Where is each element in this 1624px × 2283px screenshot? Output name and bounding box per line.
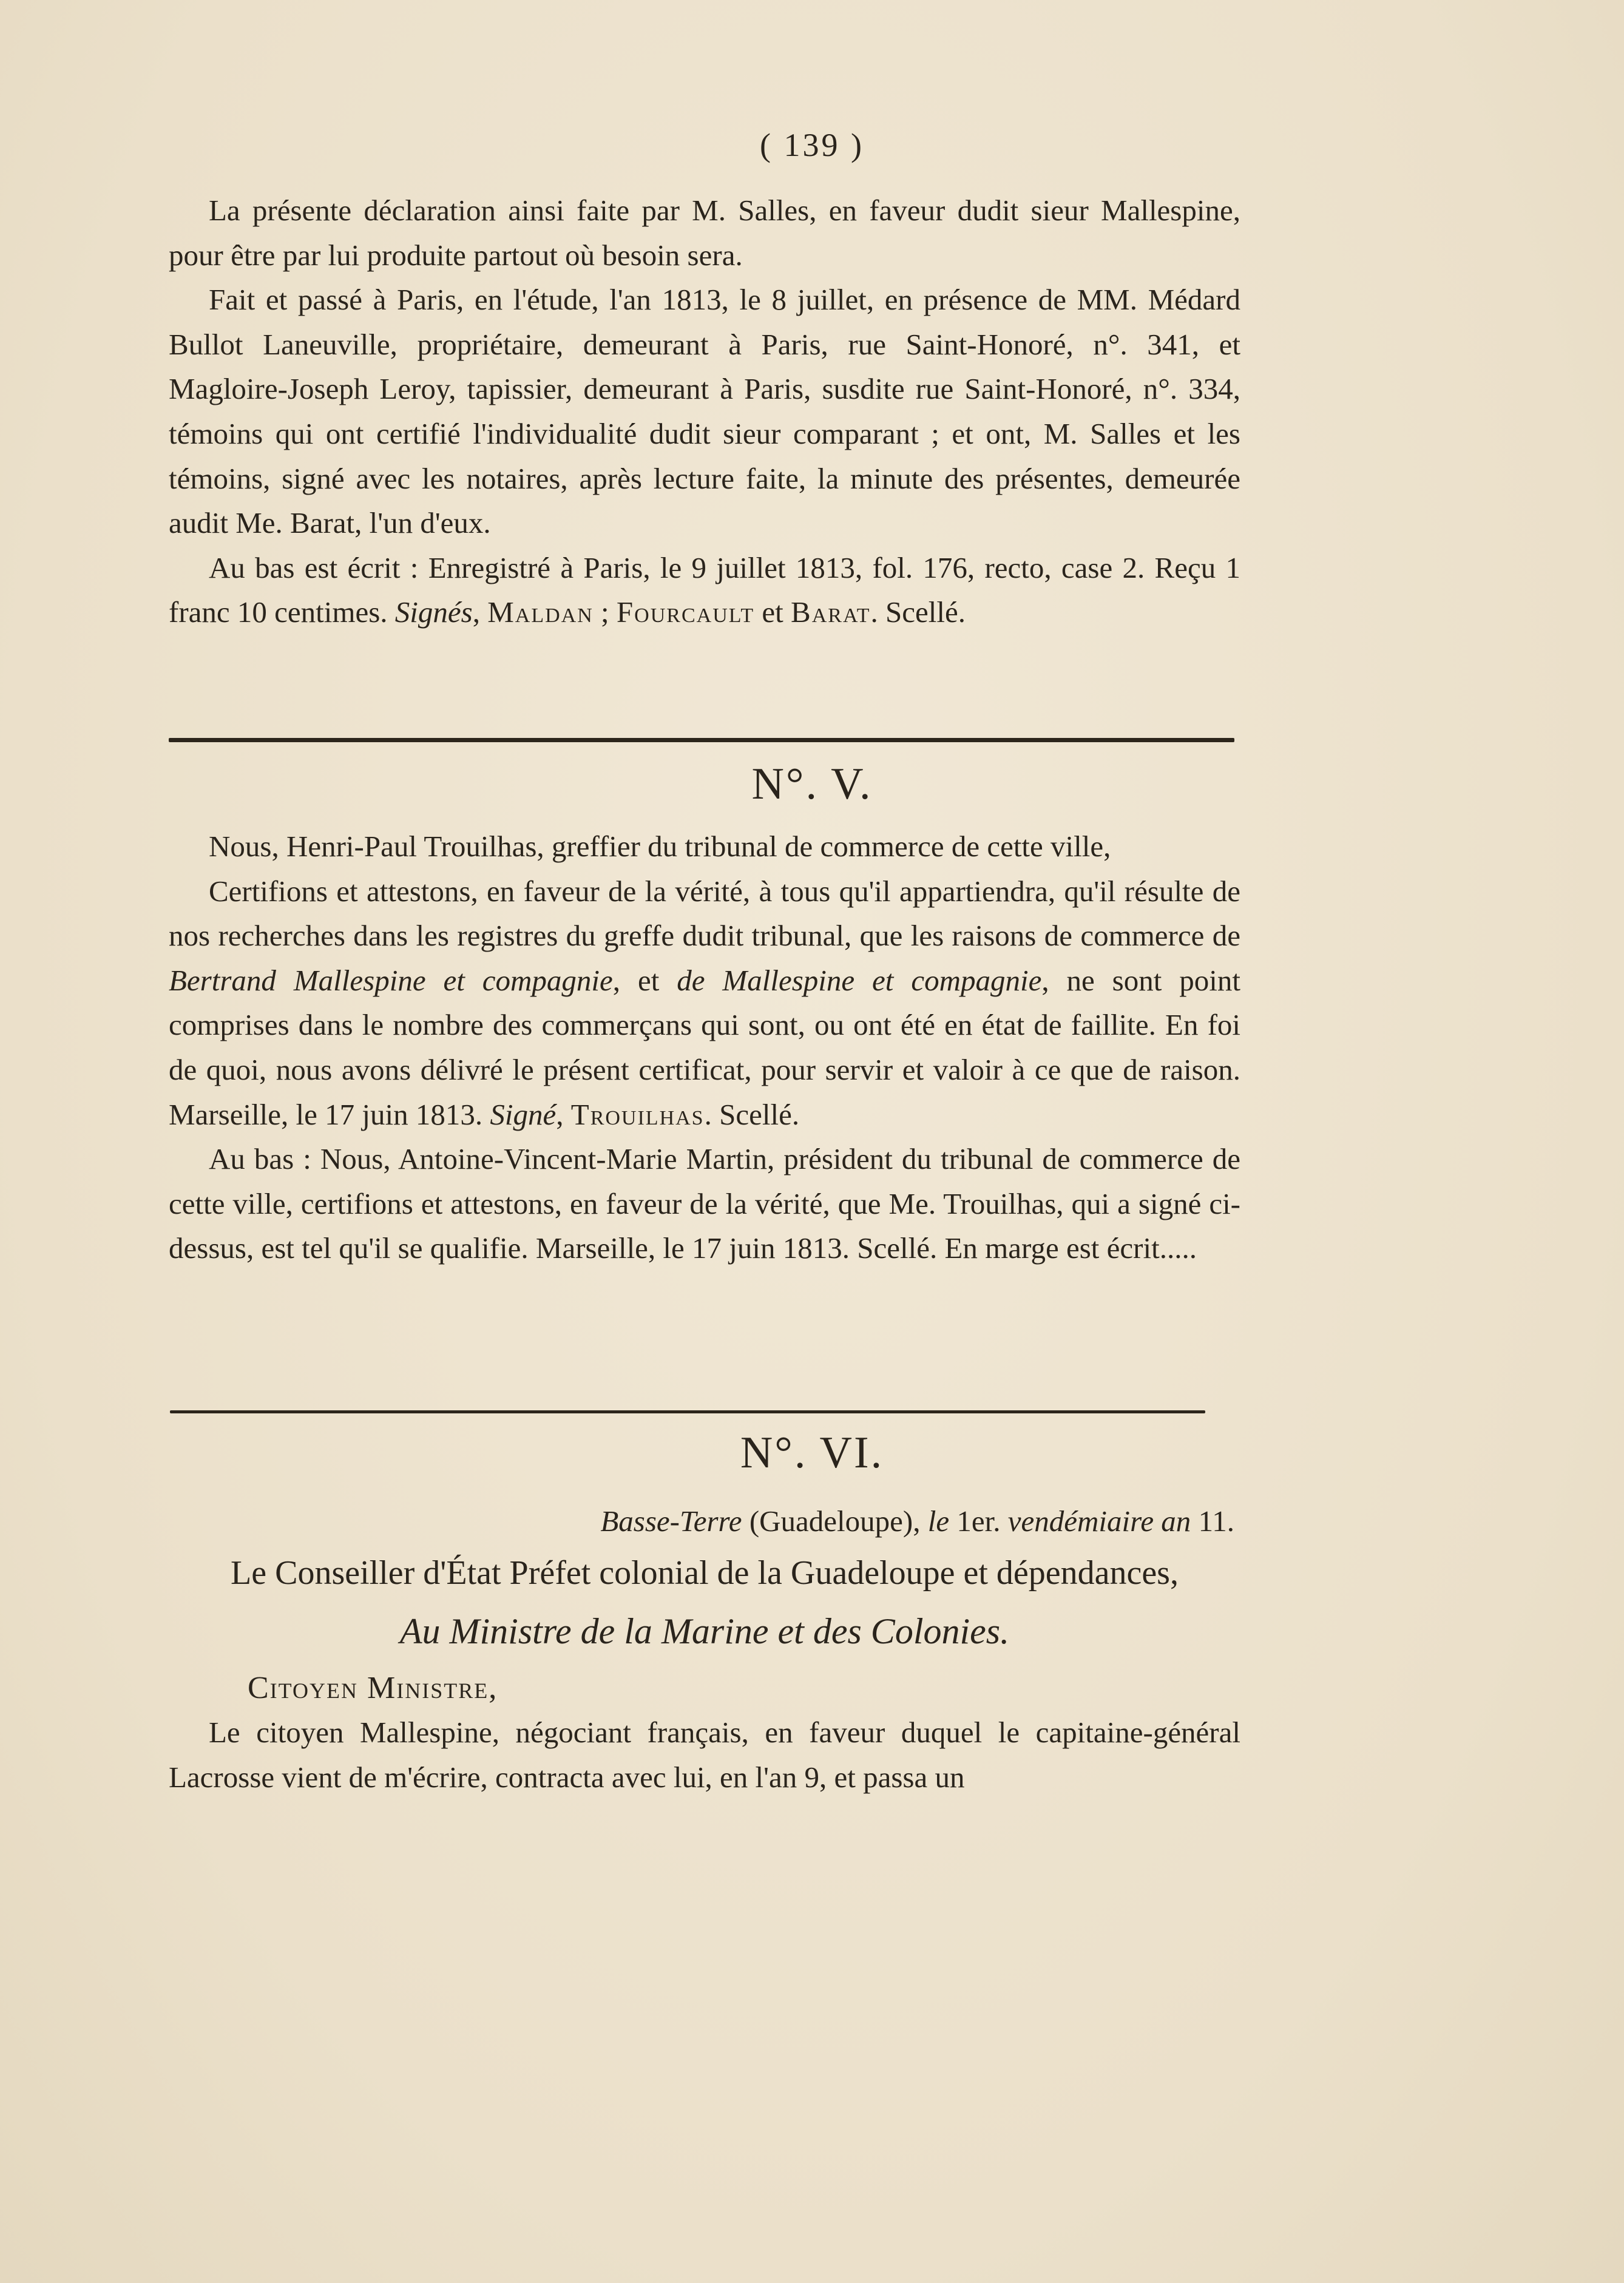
dateline-le: le xyxy=(927,1504,957,1538)
certifions-text: Certifions et attestons, en faveur de la vérité, à tous qu'il appartiendra, qu'il résulte de nos recherches dans les registres du greffe dudit tribunal, que les raisons de commerce de xyxy=(169,874,1240,953)
signatory-barat: Barat xyxy=(791,595,871,629)
signatory-maldan: Maldan xyxy=(487,595,594,629)
section-v xyxy=(169,824,1240,1271)
separator: ; xyxy=(593,595,617,629)
letter-body: Le citoyen Mallespine, négociant français, en faveur duquel le capitaine-général Lacrosse vient de m'écrire, contracta avec lui, en l'an 9, et passa un xyxy=(169,1716,1240,1794)
dateline-month: vendémiaire an xyxy=(1007,1504,1191,1538)
signe-label: Signé xyxy=(490,1097,557,1131)
letter-salutation: Citoyen Ministre, xyxy=(248,1670,498,1705)
dateline-year: 11. xyxy=(1191,1504,1234,1538)
paragraph-fait-et-passe: Fait et passé à Paris, en l'étude, l'an 1813, le 8 juillet, en présence de MM. Médard Bullot Laneuville, propriétaire, demeurant à Paris, rue Saint-Honoré, n°. 341, et Magloire-Joseph Leroy, tapissier, demeurant à Paris, susdite rue Saint-Honoré, n°. 334, témoins qui ont certifié l'individualité dudit sieur comparant ; et ont, M. Salles et les témoins, signé avec les notaires, après lecture faite, la minute des présentes, demeurée audit Me. Barat, l'un d'eux. xyxy=(169,283,1240,540)
seal-text: . Scellé. xyxy=(704,1097,800,1131)
separator: , et xyxy=(612,963,677,997)
section-divider xyxy=(169,738,1234,742)
paragraph-au-bas: Au bas : Nous, Antoine-Vincent-Marie Martin, président du tribunal de commerce de cette ville, certifions et attestons, en faveur de la vérité, que Me. Trouilhas, qui a signé ci-dessus, est tel qu'il se qualifie. Marseille, le 17 juin 1813. Scellé. En marge est écrit..... xyxy=(169,1142,1240,1265)
firm-name-mallespine: de Mallespine et compagnie xyxy=(677,963,1042,997)
dateline-region: (Guadeloupe), xyxy=(742,1504,928,1538)
signatory-fourcault: Fourcault xyxy=(616,595,755,629)
section-heading-vi: N°. VI. xyxy=(740,1428,884,1478)
dateline-place: Basse-Terre xyxy=(600,1504,742,1538)
paragraph-certifions xyxy=(169,869,1240,1137)
paragraph-declaration: La présente déclaration ainsi faite par M. Salles, en faveur dudit sieur Mallespine, pour être par lui produite partout où besoin sera. xyxy=(169,194,1240,272)
paragraph-nous-trouilhas: Nous, Henri-Paul Trouilhas, greffier du tribunal de commerce de cette ville, xyxy=(209,830,1111,863)
certifions-text-cont: , ne sont point comprises dans le nombre des commerçans qui sont, ou ont été en état de faillite. En foi de quoi, nous avons délivré le présent certificat, pour servir et valoir à ce que de raison. Marseille, le 17 juin 1813. xyxy=(169,963,1240,1131)
firm-name-bertrand: Bertrand Mallespine et compagnie xyxy=(169,963,613,997)
paragraph-enregistrement xyxy=(169,546,1240,635)
section-heading-v: N°. V. xyxy=(751,759,873,809)
separator: , xyxy=(556,1097,571,1131)
seal-text: . Scellé. xyxy=(870,595,966,629)
enregistrement-text: Au bas est écrit : Enregistré à Paris, le 9 juillet 1813, fol. 176, recto, case 2. Reçu 1 franc 10 centimes. xyxy=(169,550,1240,629)
letter-recipient: Au Ministre de la Marine et des Colonies. xyxy=(399,1611,1010,1651)
letter-sender: Le Conseiller d'État Préfet colonial de la Guadeloupe et dépendances, xyxy=(231,1554,1179,1592)
previous-section xyxy=(169,188,1240,635)
signatory-trouilhas: Trouilhas xyxy=(570,1097,705,1131)
letter-dateline xyxy=(169,1499,1240,1544)
separator: , xyxy=(472,595,488,629)
section-divider xyxy=(170,1410,1205,1413)
signes-label: Signés xyxy=(394,595,473,629)
separator: . xyxy=(993,1504,1008,1538)
dateline-day: 1er xyxy=(956,1504,993,1538)
page-number: ( 139 ) xyxy=(760,127,864,163)
section-vi xyxy=(169,1499,1240,1799)
separator: et xyxy=(754,595,791,629)
